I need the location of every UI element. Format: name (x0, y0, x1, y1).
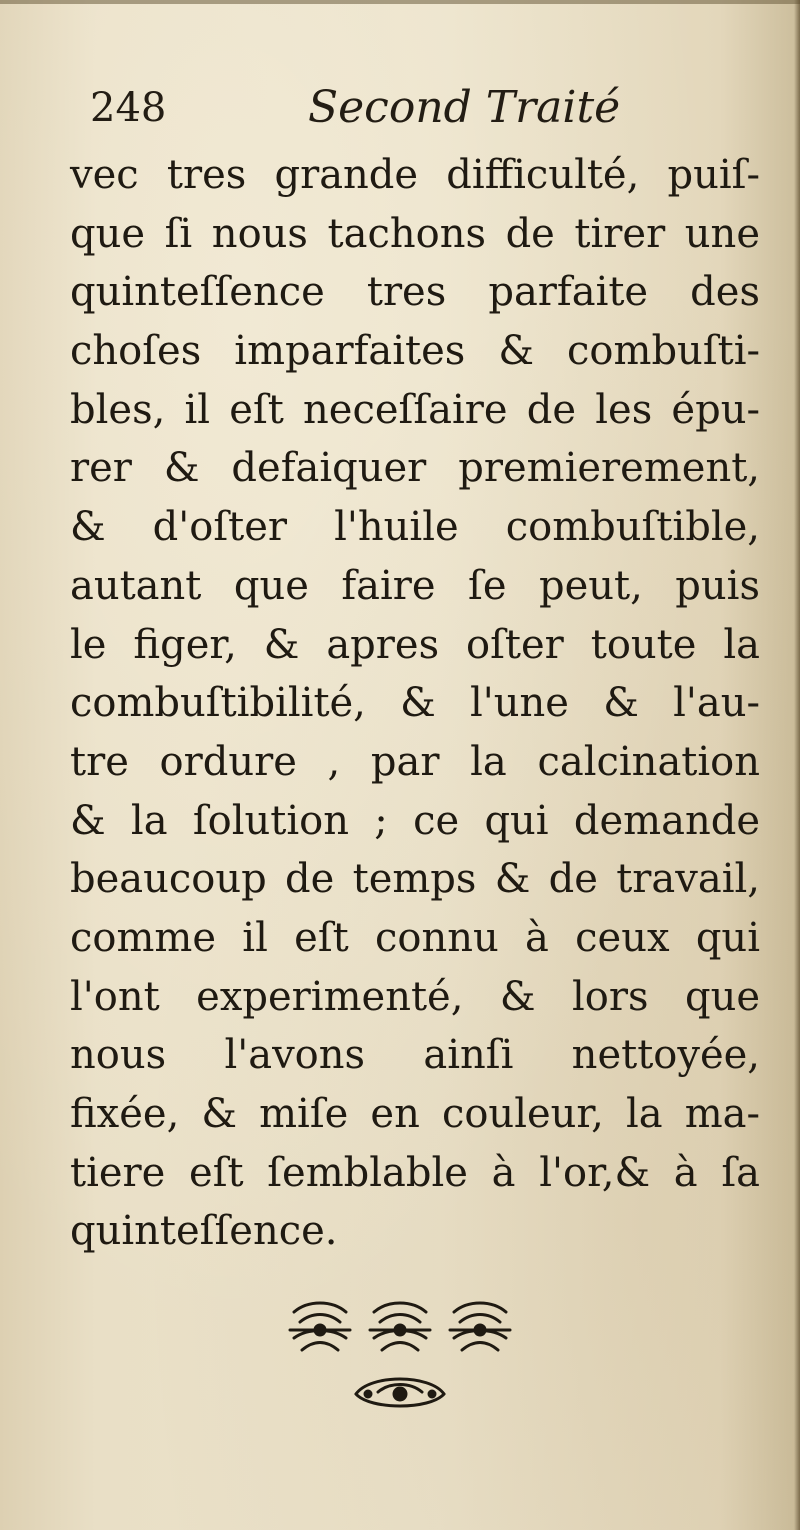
fleuron-ornament-icon (280, 1290, 520, 1430)
text-line: tre ordure , par la calcination (70, 738, 760, 785)
text-line: nous l'avons ainſi nettoyée, (70, 1032, 760, 1079)
text-line: bles, il eſt neceſſaire de les épu- (70, 386, 760, 433)
page-right-edge (794, 0, 800, 1530)
fleuron-ornament-icon (280, 1290, 520, 1430)
text-line: choſes imparfaites & combuſti- (70, 328, 760, 375)
text-line: comme il eſt connu à ceux qui (70, 914, 760, 961)
text-line: fixée, & miſe en couleur, la ma- (70, 1091, 760, 1137)
text-line: tiere eſt ſemblable à l'or,& à ſa (70, 1149, 760, 1196)
page-number: 248 (90, 85, 167, 131)
running-head (90, 78, 650, 138)
text-line: & d'oſter l'huile combuſtible, (70, 504, 760, 551)
text-line: quinteſſence tres parfaite des (70, 269, 760, 316)
page-top-edge (0, 0, 800, 4)
text-line: vec tres grande difficulté, puiſ- (70, 152, 760, 198)
text-line: combuſtibilité, & l'une & l'au- (70, 680, 760, 727)
text-line: quinteſſence. (70, 1208, 338, 1255)
text-line: beaucoup de temps & de travail, (70, 856, 760, 903)
text-line: & la ſolution ; ce qui demande (70, 797, 760, 844)
text-line: le figer, & apres oſter toute la (70, 621, 760, 668)
text-line: rer & defaiquer premierement, (70, 445, 760, 492)
text-line: que ſi nous tachons de tirer une (70, 210, 760, 257)
text-line: autant que faire ſe peut, puis (70, 562, 760, 609)
body-text (70, 146, 770, 1261)
running-title: Second Traité (308, 82, 621, 133)
text-line: l'ont experimenté, & lors que (70, 973, 760, 1020)
